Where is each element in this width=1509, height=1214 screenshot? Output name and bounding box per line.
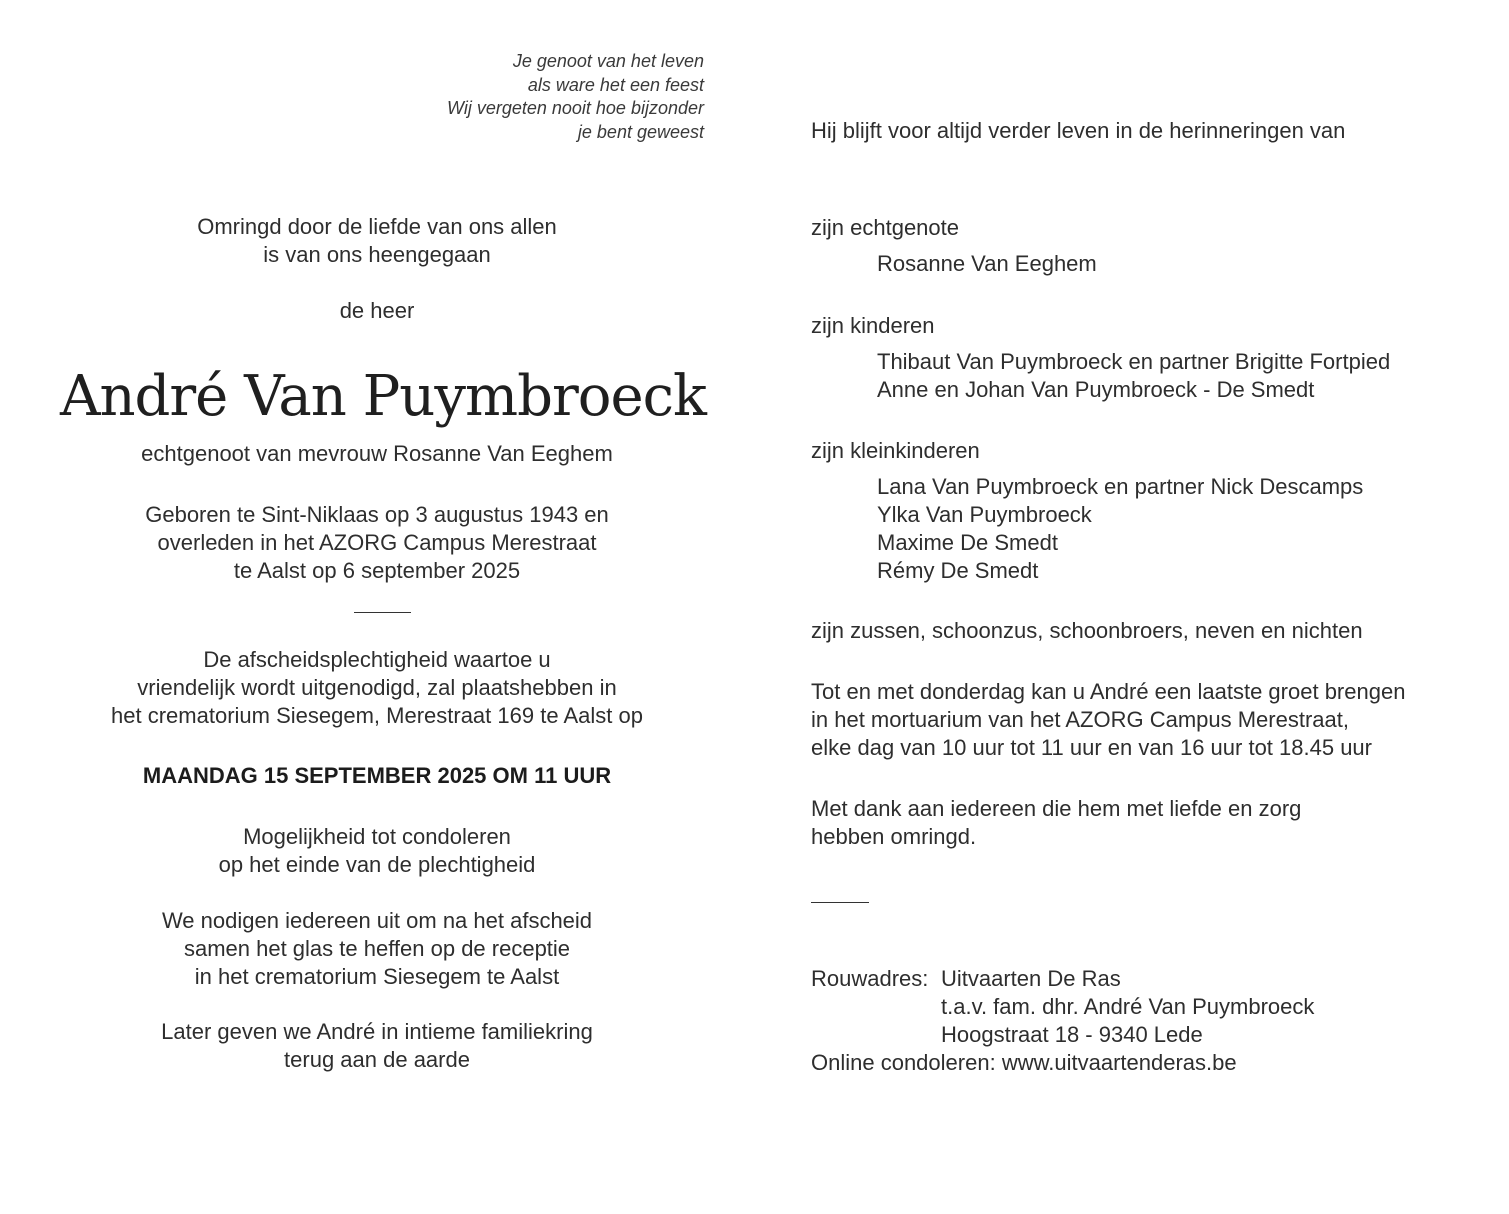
spouse-line: [60, 440, 694, 468]
section-divider: [811, 902, 869, 903]
ceremony-date: [60, 762, 694, 790]
visiting-line: in het mortuarium van het AZORG Campus Merestraat,: [811, 707, 1349, 732]
thanks-line: Met dank aan iedereen die hem met liefde en zorg: [811, 796, 1302, 821]
condolence-line: op het einde van de plechtigheid: [218, 852, 536, 877]
family-intro-text: Hij blijft voor altijd verder leven in de herinneringen van: [811, 118, 1346, 143]
ceremony-date-text: MAANDAG 15 SEPTEMBER 2025 OM 11 UUR: [142, 763, 612, 788]
address-row: [811, 965, 1314, 993]
thanks-message: [811, 795, 1301, 851]
thanks-line: hebben omringd.: [811, 824, 977, 849]
address-line: t.a.v. fam. dhr. André Van Puymbroeck: [941, 994, 1315, 1019]
siblings-text: zijn zussen, schoonzus, schoonbroers, neven en nichten: [811, 618, 1363, 643]
family-member: Anne en Johan Van Puymbroeck - De Smedt: [877, 377, 1315, 402]
online-label: Online condoleren:: [811, 1050, 996, 1075]
birth-death-line: te Aalst op 6 september 2025: [233, 558, 521, 583]
online-condolence-link[interactable]: www.uitvaartenderas.be: [1001, 1050, 1237, 1075]
announcement-intro: [60, 213, 694, 269]
contact-block: [811, 965, 1314, 1077]
poem: [447, 50, 704, 144]
birth-death-line: overleden in het AZORG Campus Merestraat: [157, 530, 597, 555]
intro-line: is van ons heengegaan: [263, 242, 491, 267]
burial-line: terug aan de aarde: [284, 1047, 470, 1072]
address-label: Rouwadres:: [811, 966, 929, 991]
reception-info: [60, 907, 694, 991]
visiting-line: elke dag van 10 uur tot 11 uur en van 16 uur tot 18.45 uur: [811, 735, 1372, 760]
ceremony-line: het crematorium Siesegem, Merestraat 169 te Aalst op: [111, 703, 643, 728]
burial-line: Later geven we André in intieme familiekring: [161, 1019, 593, 1044]
relation-label: zijn echtgenote: [811, 215, 959, 240]
reception-line: We nodigen iedereen uit om na het afscheid: [161, 908, 593, 933]
family-spouse: [811, 214, 1097, 278]
birth-death-info: [60, 501, 694, 585]
poem-line: Je genoot van het leven: [512, 51, 704, 71]
birth-death-line: Geboren te Sint-Niklaas op 3 augustus 1943 en: [145, 502, 609, 527]
family-member: Rémy De Smedt: [877, 558, 1039, 583]
relation-label: zijn kinderen: [811, 313, 935, 338]
visiting-line: Tot en met donderdag kan u André een laatste groet brengen: [811, 679, 1406, 704]
family-children: [811, 312, 1390, 404]
family-member: Thibaut Van Puymbroeck en partner Brigitte Fortpied: [877, 349, 1391, 374]
address-line: Uitvaarten De Ras: [941, 966, 1121, 991]
poem-line: je bent geweest: [577, 121, 704, 142]
online-condolence-row: [811, 1049, 1314, 1077]
title-prefix-text: de heer: [339, 298, 415, 323]
condolence-info: [60, 823, 694, 879]
family-siblings: [811, 617, 1363, 645]
family-grandchildren: [811, 437, 1363, 585]
family-member: Lana Van Puymbroeck en partner Nick Descamps: [877, 474, 1364, 499]
reception-line: samen het glas te heffen op de receptie: [183, 936, 571, 961]
family-intro: [811, 117, 1345, 145]
poem-line: als ware het een feest: [527, 74, 704, 95]
deceased-name: André Van Puymbroeck: [60, 364, 706, 429]
ceremony-line: De afscheidsplechtigheid waartoe u: [203, 647, 551, 672]
condolence-line: Mogelijkheid tot condoleren: [243, 824, 511, 849]
visiting-info: [811, 678, 1405, 762]
ceremony-invitation: [60, 646, 694, 730]
family-member: Rosanne Van Eeghem: [877, 251, 1097, 276]
poem-line: Wij vergeten nooit hoe bijzonder: [447, 98, 704, 118]
reception-line: in het crematorium Siesegem te Aalst: [194, 964, 560, 989]
address-line: Hoogstraat 18 - 9340 Lede: [941, 1022, 1203, 1047]
intro-line: Omringd door de liefde van ons allen: [197, 214, 557, 239]
relation-label: zijn kleinkinderen: [811, 438, 980, 463]
spouse-line-text: echtgenoot van mevrouw Rosanne Van Eeghem: [141, 441, 613, 466]
family-member: Ylka Van Puymbroeck: [877, 502, 1092, 527]
section-divider: [354, 612, 411, 613]
title-prefix: [60, 297, 694, 325]
family-member: Maxime De Smedt: [877, 530, 1058, 555]
ceremony-line: vriendelijk wordt uitgenodigd, zal plaatshebben in: [137, 675, 617, 700]
burial-info: [60, 1018, 694, 1074]
